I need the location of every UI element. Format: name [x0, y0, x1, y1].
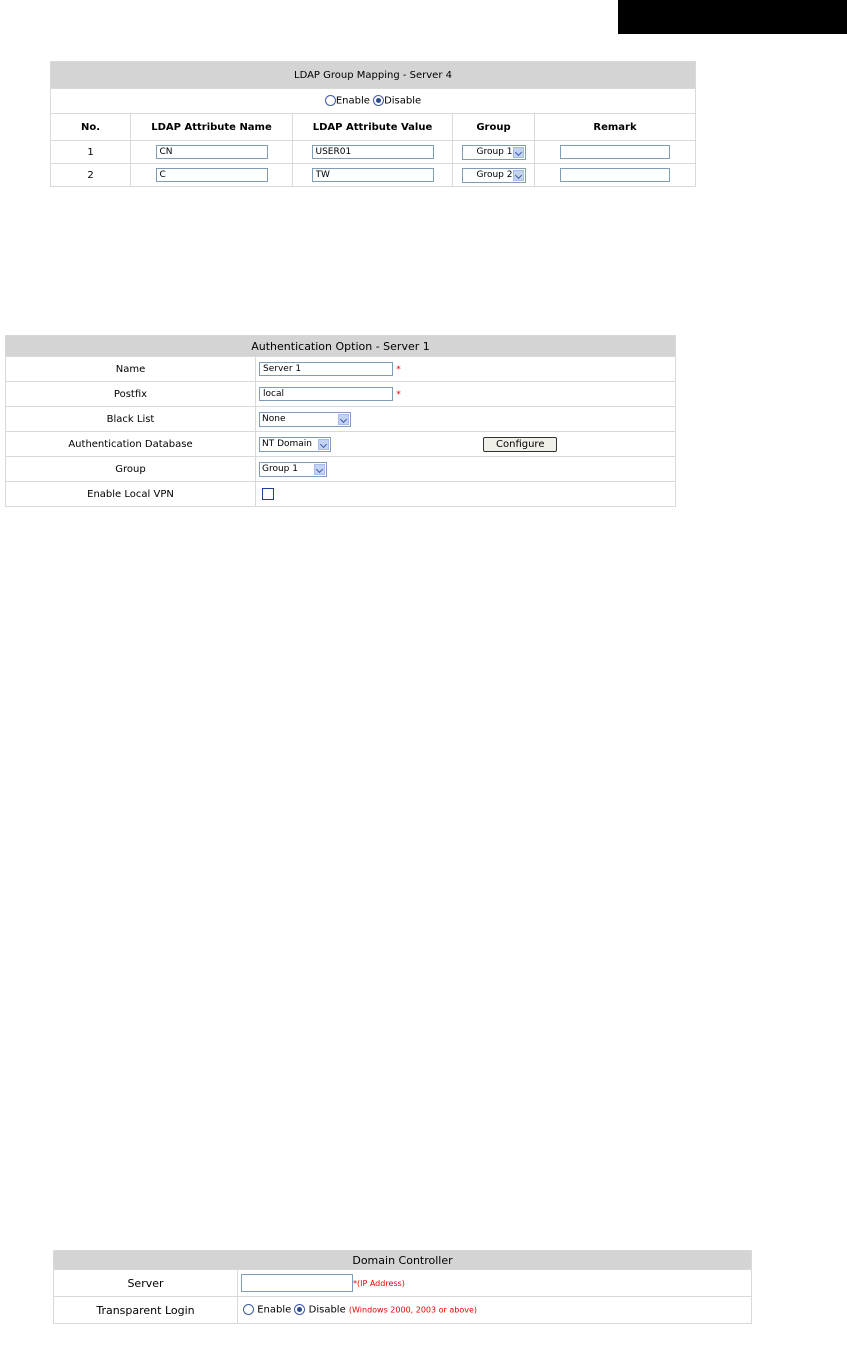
attr-value-input[interactable]: [312, 168, 434, 182]
chevron-down-icon: [513, 147, 524, 158]
disable-label: Disable: [384, 95, 422, 107]
chevron-down-icon: [318, 439, 329, 450]
blacklist-label: Black List: [6, 407, 256, 432]
configure-button[interactable]: Configure: [483, 437, 557, 452]
postfix-label: Postfix: [6, 382, 256, 407]
remark-input[interactable]: [560, 145, 670, 159]
blacklist-select-value: None: [262, 413, 286, 424]
required-mark: *: [396, 390, 401, 400]
col-attr-name: LDAP Attribute Name: [131, 114, 293, 141]
postfix-input[interactable]: [259, 387, 393, 401]
group-select-value: Group 2: [476, 169, 513, 180]
col-no: No.: [51, 114, 131, 141]
chevron-down-icon: [338, 414, 349, 425]
enable-label: Enable: [335, 95, 370, 107]
server-label: Server: [54, 1270, 238, 1297]
table-row: [51, 141, 696, 164]
ldap-group-mapping-panel: [50, 61, 696, 187]
col-group: Group: [453, 114, 535, 141]
name-label: Name: [6, 357, 256, 382]
transparent-enable-label: Enable: [257, 1304, 292, 1316]
chevron-down-icon: [314, 464, 325, 475]
col-attr-value: LDAP Attribute Value: [293, 114, 453, 141]
required-mark: *: [396, 365, 401, 375]
transparent-hint: (Windows 2000, 2003 or above): [348, 1305, 478, 1315]
vpn-label: Enable Local VPN: [6, 482, 256, 507]
row-number: 1: [51, 141, 131, 164]
col-remark: Remark: [535, 114, 696, 141]
group-select[interactable]: [462, 145, 526, 160]
ldap-mapping-toggle: [51, 89, 696, 114]
server-hint: *(IP Address): [353, 1279, 405, 1288]
transparent-enable-radio[interactable]: [243, 1304, 254, 1315]
table-row: [51, 164, 696, 187]
remark-input[interactable]: [560, 168, 670, 182]
server-input[interactable]: [241, 1274, 353, 1292]
authentication-option-panel: [5, 335, 676, 507]
transparent-disable-label: Disable: [308, 1304, 346, 1316]
group-select-value: Group 1: [476, 146, 513, 157]
group-select-value: Group 1: [262, 463, 298, 474]
group-select[interactable]: [259, 462, 327, 477]
enable-radio[interactable]: [325, 95, 336, 106]
database-label: Authentication Database: [6, 432, 256, 457]
name-input[interactable]: [259, 362, 393, 376]
group-label: Group: [6, 457, 256, 482]
blacklist-select[interactable]: [259, 412, 351, 427]
database-select[interactable]: [259, 437, 331, 452]
attr-name-input[interactable]: [156, 145, 268, 159]
auth-option-title: Authentication Option - Server 1: [6, 336, 676, 357]
ldap-mapping-title: LDAP Group Mapping - Server 4: [51, 62, 696, 89]
chevron-down-icon: [513, 170, 524, 181]
row-number: 2: [51, 164, 131, 187]
database-select-value: NT Domain: [262, 438, 313, 449]
domain-controller-panel: [53, 1250, 752, 1324]
group-select[interactable]: [462, 168, 526, 183]
transparent-login-label: Transparent Login: [54, 1297, 238, 1324]
attr-name-input[interactable]: [156, 168, 268, 182]
enable-local-vpn-checkbox[interactable]: [262, 488, 274, 500]
transparent-disable-radio[interactable]: [294, 1304, 305, 1315]
attr-value-input[interactable]: [312, 145, 434, 159]
disable-radio[interactable]: [373, 95, 384, 106]
page-corner-tab: [618, 0, 847, 34]
domain-controller-title: Domain Controller: [54, 1251, 752, 1270]
